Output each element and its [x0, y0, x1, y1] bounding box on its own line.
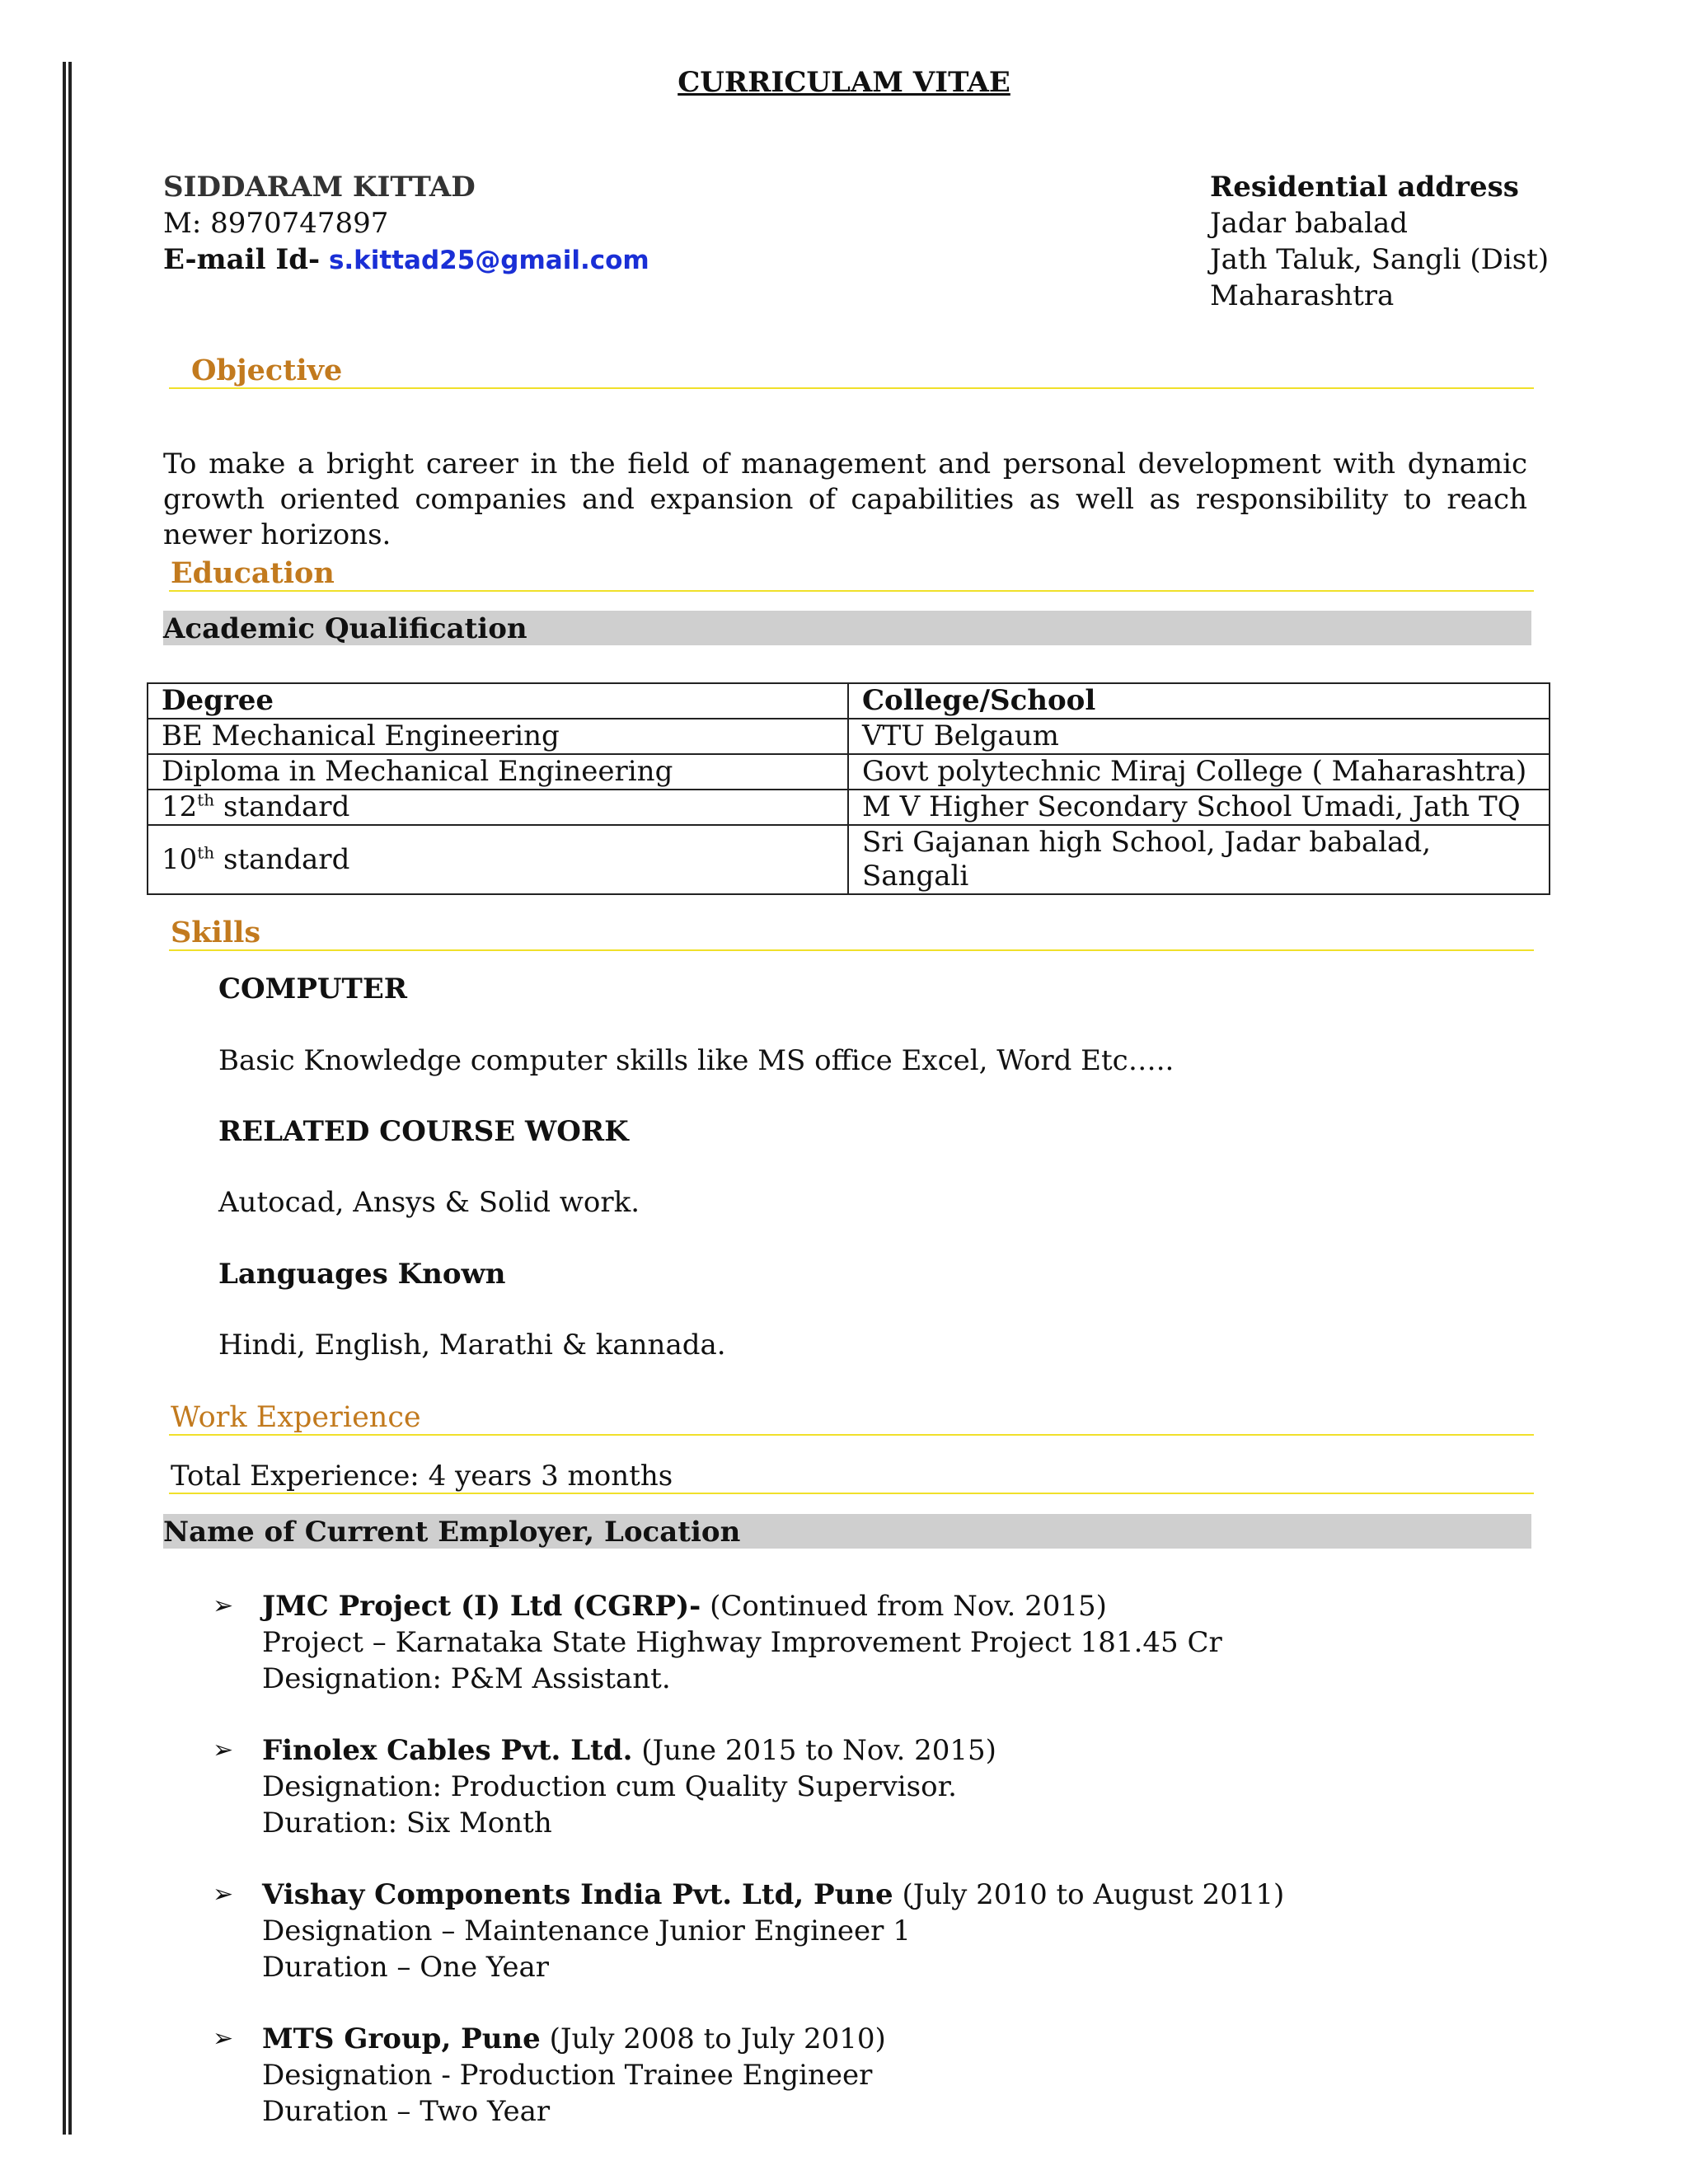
job-period: (July 2008 to July 2010): [540, 2022, 886, 2055]
current-employer-heading: Name of Current Employer, Location: [163, 1516, 741, 1549]
job-detail: Duration – One Year: [262, 1951, 550, 1984]
college-cell: Sri Gajanan high School, Jadar babalad, Sangali: [848, 825, 1550, 894]
job-entry: [262, 1732, 996, 1841]
total-experience: Total Experience: 4 years 3 months: [171, 1460, 673, 1493]
job-detail: Duration: Six Month: [262, 1807, 552, 1840]
degree-suffix: standard: [214, 790, 350, 823]
job-detail: Designation: P&M Assistant.: [262, 1662, 671, 1695]
section-rule: [169, 949, 1534, 951]
objective-heading: Objective: [191, 354, 343, 387]
arrowhead-bullet-icon: ➢: [213, 1591, 234, 1620]
college-cell: M V Higher Secondary School Umadi, Jath TQ: [848, 790, 1550, 825]
mobile-number: M: 8970747897: [163, 207, 389, 240]
column-header-college: College/School: [848, 683, 1550, 719]
job-detail: Designation – Maintenance Junior Engineer 1: [262, 1915, 911, 1947]
job-period: (June 2015 to Nov. 2015): [632, 1734, 996, 1767]
email-label: E-mail Id-: [163, 243, 321, 276]
education-heading: Education: [171, 556, 335, 590]
arrowhead-bullet-icon: ➢: [213, 1880, 234, 1909]
section-rule: [169, 387, 1534, 389]
coursework-heading: RELATED COURSE WORK: [218, 1115, 629, 1148]
computer-skills-text: Basic Knowledge computer skills like MS office Excel, Word Etc…..: [218, 1044, 1175, 1077]
objective-text: To make a bright career in the field of management and personal development with dynamic growth oriented companies and expansion of capabilities as well as responsibility to reach newer horizons.: [163, 448, 1527, 551]
degree-number: 10: [162, 842, 198, 876]
job-period: (Continued from Nov. 2015): [701, 1590, 1107, 1623]
work-experience-heading: Work Experience: [171, 1401, 421, 1434]
skills-heading: Skills: [171, 916, 261, 949]
college-cell: Govt polytechnic Miraj College ( Maharashtra): [848, 754, 1550, 790]
arrowhead-bullet-icon: ➢: [213, 2024, 234, 2053]
degree-cell: [148, 790, 848, 825]
academic-qualification-bar: [163, 611, 1531, 645]
computer-skills-heading: COMPUTER: [218, 972, 408, 1005]
email-line: [163, 241, 649, 279]
company-name: Finolex Cables Pvt. Ltd.: [262, 1734, 633, 1767]
section-rule: [169, 1434, 1534, 1436]
table-row: [148, 754, 1550, 790]
degree-cell: [148, 825, 848, 894]
company-name: Vishay Components India Pvt. Ltd, Pune: [262, 1878, 893, 1911]
page-border-left-inner: [68, 62, 72, 2135]
job-entry: [262, 2021, 886, 2130]
degree-cell: Diploma in Mechanical Engineering: [148, 754, 848, 790]
candidate-name: SIDDARAM KITTAD: [163, 171, 476, 204]
company-name: JMC Project (I) Ltd (CGRP)-: [262, 1590, 701, 1623]
job-detail: Designation - Production Trainee Engineer: [262, 2059, 873, 2092]
current-employer-bar: [163, 1514, 1531, 1549]
address-line: Jath Taluk, Sangli (Dist): [1210, 243, 1550, 276]
address-line: Maharashtra: [1210, 279, 1395, 312]
degree-suffix: standard: [214, 842, 350, 876]
degree-ordinal: th: [197, 842, 215, 863]
degree-ordinal: th: [197, 790, 215, 810]
company-name: MTS Group, Pune: [262, 2022, 541, 2055]
section-rule: [169, 590, 1534, 592]
page-border-left-outer: [63, 62, 66, 2135]
arrowhead-bullet-icon: ➢: [213, 1736, 234, 1765]
job-detail: Project – Karnataka State Highway Improvement Project 181.45 Cr: [262, 1626, 1222, 1659]
degree-number: 12: [162, 790, 198, 823]
job-detail: Designation: Production cum Quality Supervisor.: [262, 1770, 957, 1803]
languages-text: Hindi, English, Marathi & kannada.: [218, 1329, 726, 1361]
document-title: CURRICULAM VITAE: [678, 66, 1010, 99]
table-row: [148, 719, 1550, 754]
languages-heading: Languages Known: [218, 1258, 506, 1291]
degree-cell: BE Mechanical Engineering: [148, 719, 848, 754]
academic-qualification-heading: Academic Qualification: [163, 612, 528, 645]
address-heading: Residential address: [1210, 171, 1519, 204]
address-line: Jadar babalad: [1210, 207, 1408, 240]
job-detail: Duration – Two Year: [262, 2095, 551, 2128]
table-header-row: [148, 683, 1550, 719]
email-link[interactable]: s.kittad25@gmail.com: [328, 246, 649, 275]
job-entry: [262, 1588, 1222, 1697]
college-cell: VTU Belgaum: [848, 719, 1550, 754]
coursework-text: Autocad, Ansys & Solid work.: [218, 1186, 640, 1219]
column-header-degree: Degree: [148, 683, 848, 719]
table-row: [148, 825, 1550, 894]
job-entry: [262, 1877, 1284, 1985]
education-table: [147, 682, 1550, 895]
table-row: [148, 790, 1550, 825]
section-rule: [169, 1493, 1534, 1494]
job-period: (July 2010 to August 2011): [893, 1878, 1285, 1911]
